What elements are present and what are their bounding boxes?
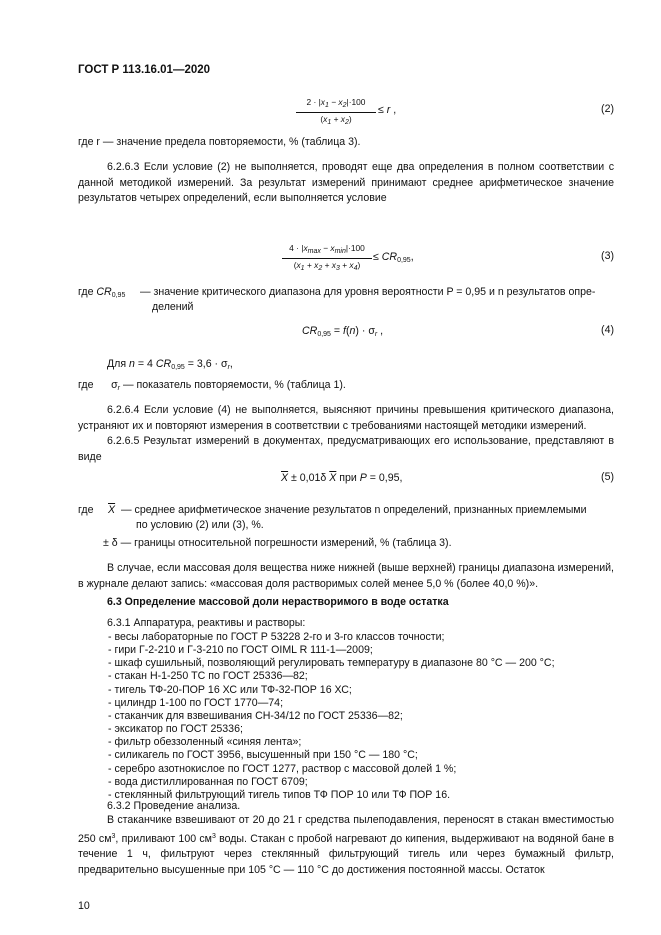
where-x-text-line2: по условию (2) или (3), %. (136, 519, 264, 531)
list-item: - эксикатор по ГОСТ 25336; (108, 723, 243, 736)
equation-5-body: $\overline{X} \pm 0,01\delta$ $\overline{X}$ при P = 0,95, (281, 472, 403, 484)
equation-2-denominator: $(x_1 + x_2)$ (320, 114, 352, 126)
equation-2-number: (2) (601, 103, 614, 115)
list-item: - вода дистиллированная по ГОСТ 6709; (108, 775, 308, 788)
subsection-6-3-1: 6.3.1 Аппаратура, реактивы и растворы: (107, 617, 306, 629)
equation-5-number: (5) (601, 471, 614, 483)
list-item: - шкаф сушильный, позволяющий регулировать температуру в диапазоне 80 °С — 200 °С; (108, 657, 555, 670)
paragraph-6-2-6-4: 6.2.6.4 Если условие (4) не выполняется, выясняют причины превышения критического диапазона, устраняют их и повторяют измерения в соответствии с требованиями настоящей методики измерений. (78, 404, 614, 432)
equation-3-rhs: ≤ $CR_{0,95}$, (373, 251, 414, 264)
n4-line: Для n = 4 $CR_{0,95} = 3,6 \cdot \sigma_r$, (107, 358, 233, 371)
where-sigma-text: где $\sigma_r$ — показатель повторяемости, % (таблица 1). (78, 379, 346, 392)
paragraph-6-2-6-3: 6.2.6.3 Если условие (2) не выполняется, проводят еще два определения в полном соответствии с данной методикой измерений. За результат измерений принимают среднее арифметическое значение результатов четырех определений, если выполняется условие (78, 161, 614, 204)
subsection-6-3-2: 6.3.2 Проведение анализа. (107, 800, 241, 812)
where-cr-lead: где $CR_{0,95}$ (78, 286, 126, 299)
equation-2-numerator: $2 \cdot |x_1 - x_2|\cdot 100$ (306, 97, 366, 109)
paragraph-6-2-6-5: 6.2.6.5 Результат измерений в документах, предусматривающих его использование, представляют в виде (78, 435, 614, 463)
list-item: - стакан Н-1-250 ТС по ГОСТ 25336—82; (108, 670, 308, 683)
paragraph-case: В случае, если массовая доля вещества ниже нижней (выше верхней) границы диапазона измерений, в журнале делают запись: «массовая доля растворимых солей менее 5,0 % (более 40,0 %)». (78, 562, 614, 590)
equation-3-fraction (282, 243, 372, 274)
where-cr-text-line1: — значение критического диапазона для уровня вероятности P = 0,95 и n результатов опре- (140, 286, 596, 298)
where-r-text: где r — значение предела повторяемости, % (таблица 3). (78, 136, 361, 148)
list-item: - тигель ТФ-20-ПОР 16 ХС или ТФ-32-ПОР 16 ХС; (108, 683, 352, 696)
paragraph-analysis: В стаканчике взвешивают от 20 до 21 г средства пылеподавления, переносят в стакан вместимостью 250 $см^3$, приливают 100 $см^3$ воды. Стакан с пробой нагревают до кипения, выдерживают на водяной бане в течение 1 ч, фильтруют через стеклянный фильтрующий тигель или через бумажный фильтр, предварительно высушенные при 105 °С — 110 °С до достижения постоянной массы. Остаток (78, 814, 614, 876)
list-item: - стаканчик для взвешивания СН-34/12 по ГОСТ 25336—82; (108, 709, 403, 722)
standard-header: ГОСТ Р 113.16.01—2020 (78, 64, 211, 76)
equation-4-body: $CR_{0,95} = f(n) \cdot \sigma_r$ , (302, 325, 384, 338)
equation-3-numerator: $4 \cdot |x_{max} - x_{min}|\cdot 100$ (289, 243, 365, 255)
equation-3-number: (3) (601, 250, 614, 262)
list-item: - фильтр обеззоленный «синяя лента»; (108, 736, 302, 749)
list-item: - силикагель по ГОСТ 3956, высушенный при 150 °С — 180 °С; (108, 749, 418, 762)
list-item: - стеклянный фильтрующий тигель типов ТФ ПОР 10 или ТФ ПОР 16. (108, 788, 451, 801)
equation-2-rhs: ≤ r , (378, 104, 397, 116)
list-item: - цилиндр 1-100 по ГОСТ 1770—74; (108, 696, 284, 709)
where-x-text-line1: — среднее арифметическое значение результатов n определений, признанных приемлемыми (121, 504, 587, 516)
list-item: - весы лабораторные по ГОСТ Р 53228 2-го и 3-го классов точности; (108, 631, 445, 643)
page-number: 10 (78, 900, 90, 912)
list-item: - серебро азотнокислое по ГОСТ 1277, раствор с массовой долей 1 %; (108, 762, 457, 775)
equation-3-denominator: $(x_1 + x_2 + x_3 + x_4)$ (293, 260, 361, 272)
equation-4-number: (4) (601, 324, 614, 336)
list-item: - гири Г-2-210 и Г-3-210 по ГОСТ OIML R 111-1—2009; (108, 644, 373, 657)
where-cr-text-line2: делений (152, 301, 194, 313)
equation-2-fraction (296, 97, 376, 128)
where-x-symbol: $\overline{X}$ (108, 504, 116, 516)
where-delta-text: ± δ — границы относительной погрешности измерений, % (таблица 3). (103, 537, 452, 549)
where-x-lead: где (78, 504, 94, 516)
section-6-3-heading: 6.3 Определение массовой доли нерастворимого в воде остатка (107, 596, 449, 608)
